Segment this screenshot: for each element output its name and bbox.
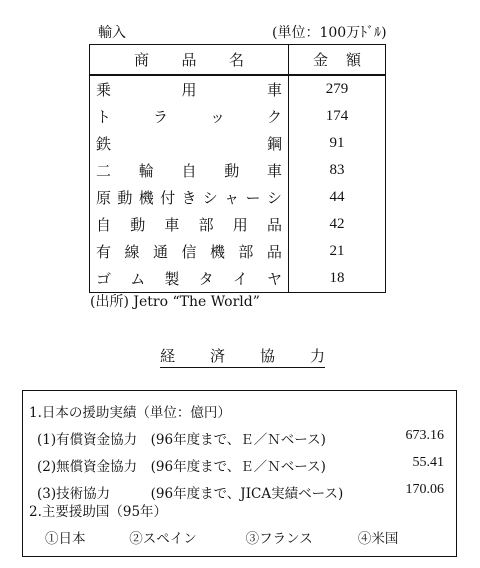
column-header-item bbox=[90, 45, 289, 76]
column-header-char: 金 bbox=[313, 51, 329, 69]
aid-row-label: (2)無償資金協力 (96年度まで、Ｅ／Ｎベース) bbox=[37, 459, 326, 475]
table-row bbox=[90, 265, 386, 293]
item-cell: ト ラ ッ ク bbox=[96, 108, 282, 126]
table-row bbox=[90, 211, 386, 238]
item-cell: 二 輪 自 動 車 bbox=[96, 162, 282, 180]
table-row bbox=[90, 157, 386, 184]
value-cell: 18 bbox=[289, 265, 386, 293]
table-row bbox=[90, 130, 386, 157]
donor-item: ③フランス bbox=[245, 531, 313, 547]
aid-row-label: (1)有償資金協力 (96年度まで、Ｅ／Ｎベース) bbox=[37, 432, 326, 448]
table-row bbox=[90, 238, 386, 265]
column-header-char: 商 bbox=[134, 51, 150, 69]
cooperation-box bbox=[22, 390, 457, 557]
value-cell: 91 bbox=[289, 130, 386, 157]
donor-item: ①日本 bbox=[45, 531, 86, 547]
column-header-char: 名 bbox=[228, 51, 244, 69]
table-row bbox=[90, 184, 386, 211]
table-row bbox=[90, 75, 386, 103]
donor-item: ④米国 bbox=[357, 531, 399, 547]
aid-row-value: 55.41 bbox=[412, 455, 444, 470]
item-cell: 有 線 通 信 機 部 品 bbox=[96, 243, 282, 261]
table-header-row bbox=[90, 45, 386, 76]
donor-heading: 2.主要援助国（95年） bbox=[29, 504, 168, 520]
column-header-char: 品 bbox=[181, 51, 197, 69]
imports-table bbox=[89, 44, 386, 293]
column-header-char: 額 bbox=[345, 51, 361, 69]
section-title: 経 済 協 力 bbox=[160, 345, 325, 368]
donor-list bbox=[45, 527, 398, 547]
column-header-value bbox=[289, 45, 386, 76]
aid-heading: 1.日本の援助実績（単位：億円） bbox=[29, 405, 231, 421]
unit-label: (単位：100万ﾄﾞﾙ) bbox=[272, 25, 387, 41]
value-cell: 44 bbox=[289, 184, 386, 211]
value-cell: 83 bbox=[289, 157, 386, 184]
value-cell: 279 bbox=[289, 75, 386, 103]
value-cell: 42 bbox=[289, 211, 386, 238]
aid-row-value: 673.16 bbox=[405, 428, 444, 443]
item-cell: 鉄 鋼 bbox=[96, 135, 282, 153]
aid-row-value: 170.06 bbox=[405, 482, 444, 497]
table-row bbox=[90, 103, 386, 130]
aid-row-label: (3)技術協力 (96年度まで、JICA実績ベース) bbox=[37, 486, 344, 502]
item-cell: 自 動 車 部 用 品 bbox=[96, 216, 282, 234]
item-cell: 乗 用 車 bbox=[96, 81, 282, 99]
donor-item: ②スペイン bbox=[129, 531, 197, 547]
item-cell: 原 動 機 付 き シ ャ ー シ bbox=[96, 189, 282, 207]
value-cell: 21 bbox=[289, 238, 386, 265]
source-note: (出所) Jetro “The World” bbox=[90, 294, 260, 310]
item-cell: ゴ ム 製 タ イ ヤ bbox=[96, 270, 282, 288]
value-cell: 174 bbox=[289, 103, 386, 130]
imports-label: 輸入 bbox=[98, 25, 126, 41]
